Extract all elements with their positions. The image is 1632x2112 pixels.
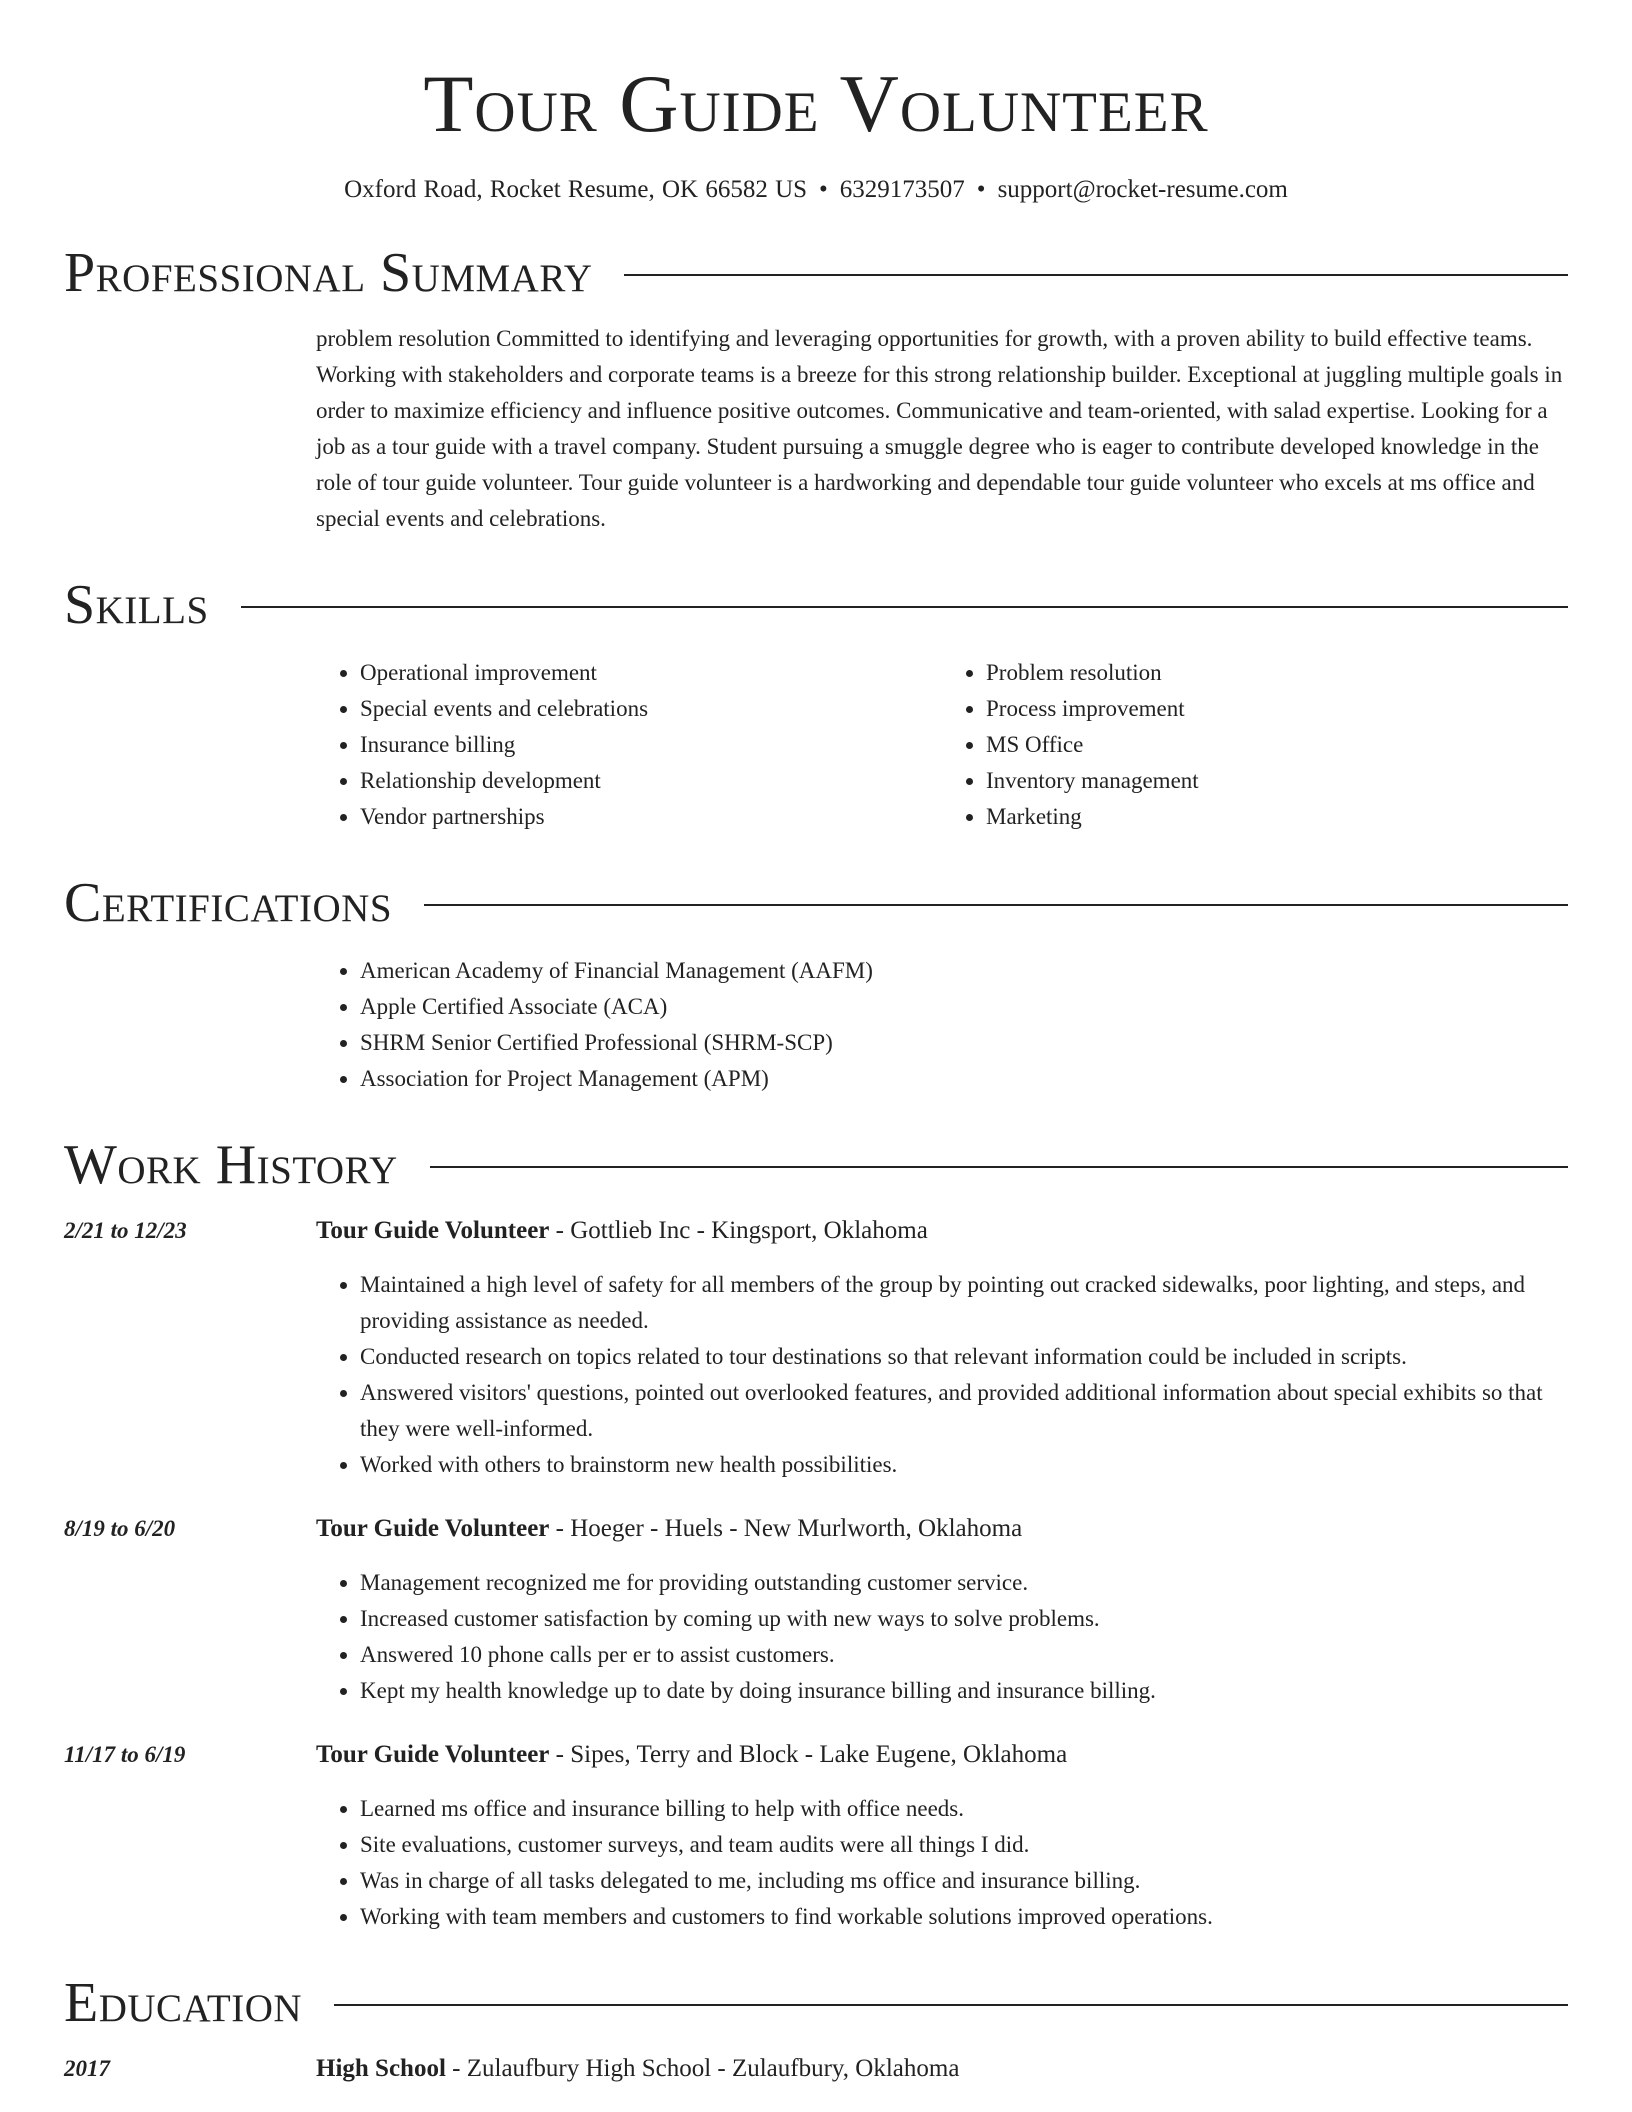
certifications-list bbox=[316, 953, 1568, 1097]
work-history-section-header bbox=[64, 1134, 1568, 1196]
summary-heading: Professional Summary bbox=[64, 242, 593, 304]
skill-item: • Special events and celebrations bbox=[360, 691, 942, 727]
skill-item: • Vendor partnerships bbox=[360, 799, 942, 835]
job-entry bbox=[64, 1737, 1568, 1935]
skills-grid bbox=[316, 655, 1568, 835]
job-bullet: • Answered 10 phone calls per er to assist customers. bbox=[360, 1637, 1568, 1673]
section-divider bbox=[424, 904, 1568, 906]
job-title-line bbox=[316, 1511, 1568, 1547]
certification-item: • American Academy of Financial Management (AAFM) bbox=[360, 953, 1568, 989]
job-title-line bbox=[316, 1737, 1568, 1773]
summary-section-header bbox=[64, 242, 1568, 304]
job-details: - Sipes, Terry and Block - Lake Eugene, Oklahoma bbox=[549, 1741, 1068, 1768]
certifications-heading: Certifications bbox=[64, 872, 393, 934]
job-bullet: • Answered visitors' questions, pointed out overlooked features, and provided additional information about special exhibits so that they were well-informed. bbox=[360, 1375, 1568, 1447]
job-role: Tour Guide Volunteer bbox=[316, 1515, 550, 1542]
skills-list-left bbox=[316, 655, 942, 835]
skill-item: • Problem resolution bbox=[986, 655, 1568, 691]
job-entry bbox=[64, 1213, 1568, 1483]
skills-heading: Skills bbox=[64, 574, 209, 636]
job-bullets bbox=[316, 1565, 1568, 1709]
job-entry bbox=[64, 1511, 1568, 1709]
job-dates: 8/19 to 6/20 bbox=[64, 1516, 176, 1541]
job-role: Tour Guide Volunteer bbox=[316, 1217, 550, 1244]
job-bullet: • Management recognized me for providing outstanding customer service. bbox=[360, 1565, 1568, 1601]
contact-separator: • bbox=[819, 176, 828, 203]
job-details: - Gottlieb Inc - Kingsport, Oklahoma bbox=[549, 1217, 928, 1244]
job-title-line bbox=[316, 1213, 1568, 1249]
job-bullet: • Working with team members and customers to find workable solutions improved operations. bbox=[360, 1899, 1568, 1935]
skill-item: • Insurance billing bbox=[360, 727, 942, 763]
job-bullet: • Worked with others to brainstorm new health possibilities. bbox=[360, 1447, 1568, 1483]
contact-email: support@rocket-resume.com bbox=[997, 176, 1288, 203]
job-bullet: • Kept my health knowledge up to date by doing insurance billing and insurance billing. bbox=[360, 1673, 1568, 1709]
candidate-name: Tour Guide Volunteer bbox=[423, 58, 1209, 149]
job-bullets bbox=[316, 1267, 1568, 1483]
education-details: - Zulaufbury High School - Zulaufbury, Oklahoma bbox=[445, 2055, 960, 2082]
education-section-header bbox=[64, 1972, 1568, 2034]
certification-item: • Association for Project Management (APM) bbox=[360, 1061, 1568, 1097]
job-role: Tour Guide Volunteer bbox=[316, 1741, 550, 1768]
skill-item: • Marketing bbox=[986, 799, 1568, 835]
skills-list-right bbox=[942, 655, 1568, 835]
certifications-section-header bbox=[64, 872, 1568, 934]
section-divider bbox=[241, 606, 1568, 608]
education-year: 2017 bbox=[64, 2056, 110, 2081]
skill-item: • Operational improvement bbox=[360, 655, 942, 691]
education-degree: High School bbox=[316, 2055, 446, 2082]
job-bullet: • Was in charge of all tasks delegated to me, including ms office and insurance billing. bbox=[360, 1863, 1568, 1899]
contact-line bbox=[64, 175, 1568, 205]
skills-section-header bbox=[64, 574, 1568, 636]
education-title-line bbox=[316, 2051, 959, 2087]
summary-text: problem resolution Committed to identifying and leveraging opportunities for growth, with a proven ability to build effective teams. Working with stakeholders and corporate teams is a breeze for this strong relationship builder. Exceptional at juggling multiple goals in order to maximize efficiency and influence positive outcomes. Communicative and team-oriented, with salad expertise. Looking for a job as a tour guide with a travel company. Student pursuing a smuggle degree who is eager to contribute developed knowledge in the role of tour guide volunteer. Tour guide volunteer is a hardworking and dependable tour guide volunteer who excels at ms office and special events and celebrations. bbox=[316, 326, 1563, 531]
section-divider bbox=[334, 2004, 1568, 2006]
job-bullet: • Maintained a high level of safety for all members of the group by pointing out cracked sidewalks, poor lighting, and steps, and providing assistance as needed. bbox=[360, 1267, 1568, 1339]
contact-separator: • bbox=[976, 176, 986, 203]
skill-item: • Inventory management bbox=[986, 763, 1568, 799]
section-divider bbox=[624, 274, 1568, 276]
job-bullet: • Site evaluations, customer surveys, and team audits were all things I did. bbox=[360, 1827, 1568, 1863]
certification-item: • Apple Certified Associate (ACA) bbox=[360, 989, 1568, 1025]
job-bullet: • Increased customer satisfaction by coming up with new ways to solve problems. bbox=[360, 1601, 1568, 1637]
section-divider bbox=[430, 1166, 1568, 1168]
work-history-heading: Work History bbox=[64, 1134, 398, 1196]
job-details: - Hoeger - Huels - New Murlworth, Oklahoma bbox=[549, 1515, 1023, 1542]
job-bullet: • Learned ms office and insurance billing to help with office needs. bbox=[360, 1791, 1568, 1827]
contact-phone: 6329173507 bbox=[839, 176, 965, 203]
skill-item: • Process improvement bbox=[986, 691, 1568, 727]
skill-item: • Relationship development bbox=[360, 763, 942, 799]
certification-item: • SHRM Senior Certified Professional (SHRM-SCP) bbox=[360, 1025, 1568, 1061]
job-bullets bbox=[316, 1791, 1568, 1935]
education-heading: Education bbox=[64, 1972, 303, 2034]
skill-item: • MS Office bbox=[986, 727, 1568, 763]
job-bullet: • Conducted research on topics related to tour destinations so that relevant information could be included in scripts. bbox=[360, 1339, 1568, 1375]
job-dates: 11/17 to 6/19 bbox=[64, 1742, 186, 1767]
job-dates: 2/21 to 12/23 bbox=[64, 1218, 187, 1243]
contact-address: Oxford Road, Rocket Resume, OK 66582 US bbox=[344, 176, 808, 203]
education-entry bbox=[64, 2051, 1568, 2087]
